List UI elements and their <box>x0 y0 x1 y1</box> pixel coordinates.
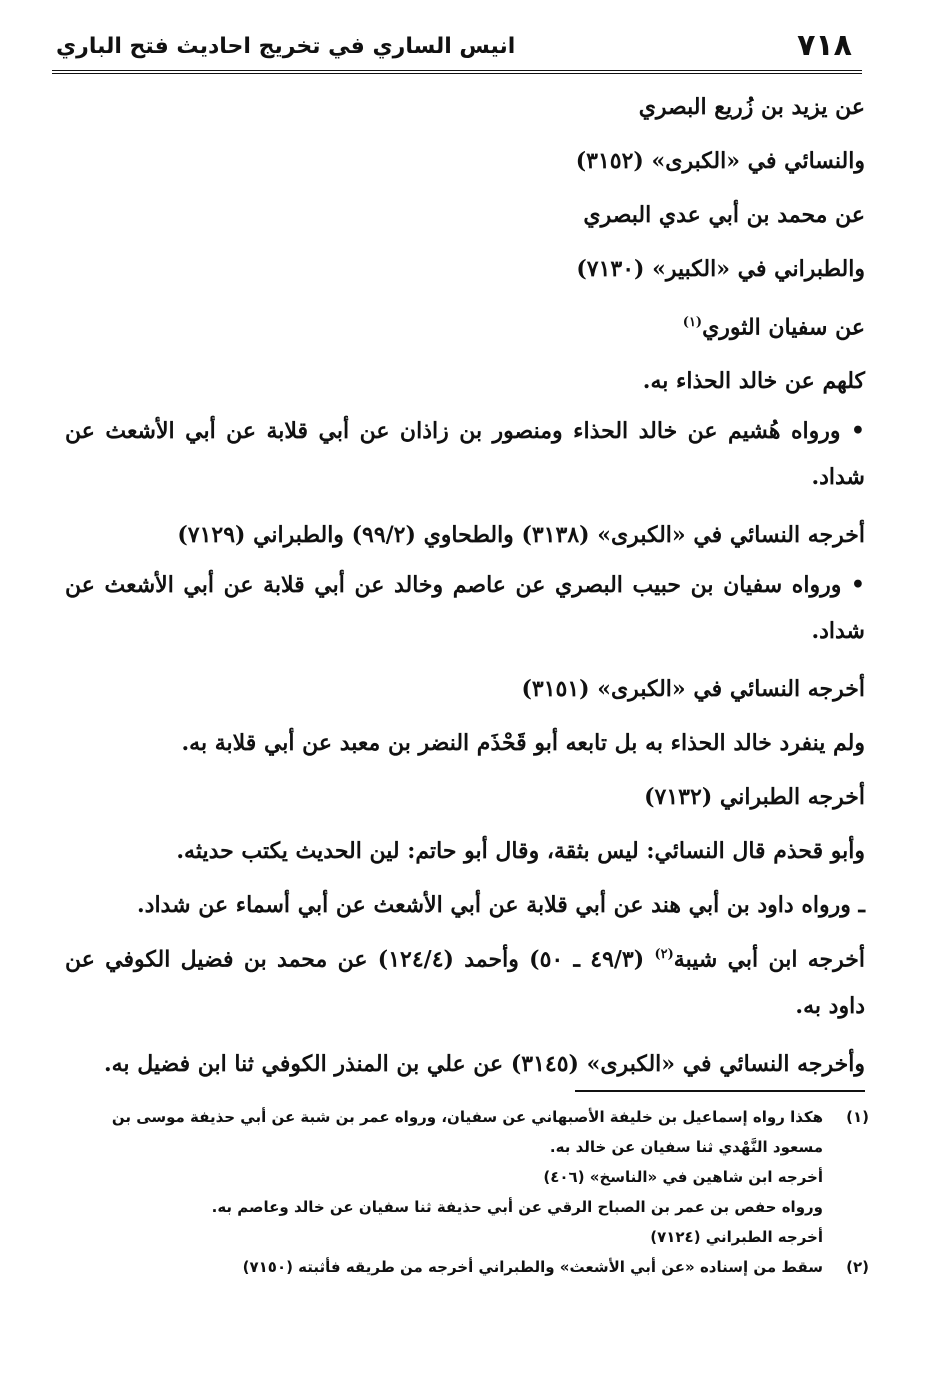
page-header <box>52 26 862 74</box>
text-line <box>65 296 865 354</box>
footnote-number: (٢) <box>846 1258 869 1276</box>
text-line: وأبو قحذم قال النسائي: ليس بثقة، وقال أبو حاتم: لين الحديث يكتب حديثه. <box>176 838 865 865</box>
footnote-mark-1: (١) <box>682 315 703 330</box>
running-title: انيس الساري في تخريج احاديث فتح الباري <box>56 34 516 59</box>
footnote-separator <box>575 1090 865 1092</box>
paragraph: • ورواه هُشيم عن خالد الحذاء ومنصور بن زاذان عن أبي قلابة عن أبي الأشعث عن شداد. <box>65 418 865 491</box>
paragraph <box>65 932 865 1028</box>
footnote-line: ورواه حفص بن عمر بن الصباح الرقي عن أبي حذيفة ثنا سفيان عن خالد وعاصم به. <box>211 1198 823 1216</box>
text-line: وأخرجه النسائي في «الكبرى» (٣١٤٥) عن علي بن المنذر الكوفي ثنا ابن فضيل به. <box>103 1050 865 1077</box>
text-line: والنسائي في «الكبرى» (٣١٥٢) <box>575 148 865 174</box>
footnote-number: (١) <box>846 1108 869 1126</box>
footnote-body <box>61 1252 823 1282</box>
text-line: أخرجه الطبراني (٧١٣٢) <box>644 784 865 811</box>
page-number: ٧١٨ <box>797 28 852 63</box>
footnote-line: هكذا رواه إسماعيل بن خليفة الأصبهاني عن سفيان، ورواه عمر بن شبة عن أبي حذيفة موسى بن مسعود النَّهْدي ثنا سفيان عن خالد به. <box>111 1108 823 1156</box>
text-line: عن محمد بن أبي عدي البصري <box>583 202 865 228</box>
text-line: كلهم عن خالد الحذاء به. <box>642 368 865 395</box>
text-line: أخرجه النسائي في «الكبرى» (٣١٥١) <box>521 676 865 703</box>
text-line: والطبراني في «الكبير» (٧١٣٠) <box>576 256 865 282</box>
main-text <box>65 80 865 1091</box>
paragraph: • ورواه سفيان بن حبيب البصري عن عاصم وخالد عن أبي قلابة عن أبي الأشعث عن شداد. <box>65 572 865 645</box>
footnote-line: أخرجه ابن شاهين في «الناسخ» (٤٠٦) <box>543 1168 823 1186</box>
footnote-line: أخرجه الطبراني (٧١٢٤) <box>650 1228 823 1246</box>
text-line: أخرجه النسائي في «الكبرى» (٣١٣٨) والطحاوي (٩٩/٢) والطبراني (٧١٢٩) <box>177 522 865 549</box>
text-line: ـ ورواه داود بن أبي هند عن أبي قلابة عن أبي الأشعث عن أبي أسماء عن شداد. <box>136 892 865 919</box>
text-span: عن سفيان الثوري <box>702 314 865 341</box>
text-line: عن يزيد بن زُريع البصري <box>638 94 865 120</box>
text-line: ولم ينفرد خالد الحذاء به بل تابعه أبو قَحْذَم النضر بن معبد عن أبي قلابة به. <box>181 730 865 757</box>
footnote-line: سقط من إسناده «عن أبي الأشعث» والطبراني أخرجه من طريقه فأثبته (٧١٥٠) <box>242 1258 823 1276</box>
footnote-2 <box>61 1252 869 1282</box>
footnote-1 <box>61 1102 869 1252</box>
footnote-body <box>61 1102 823 1252</box>
text-span: (٤٩/٣ ـ ٥٠) وأحمد (١٢٤/٤) عن محمد بن فضيل الكوفي عن داود به. <box>65 946 865 1019</box>
text-span: أخرجه ابن أبي شيبة <box>673 946 866 973</box>
footnotes <box>61 1102 869 1282</box>
footnote-mark-2: (٢) <box>654 947 674 963</box>
